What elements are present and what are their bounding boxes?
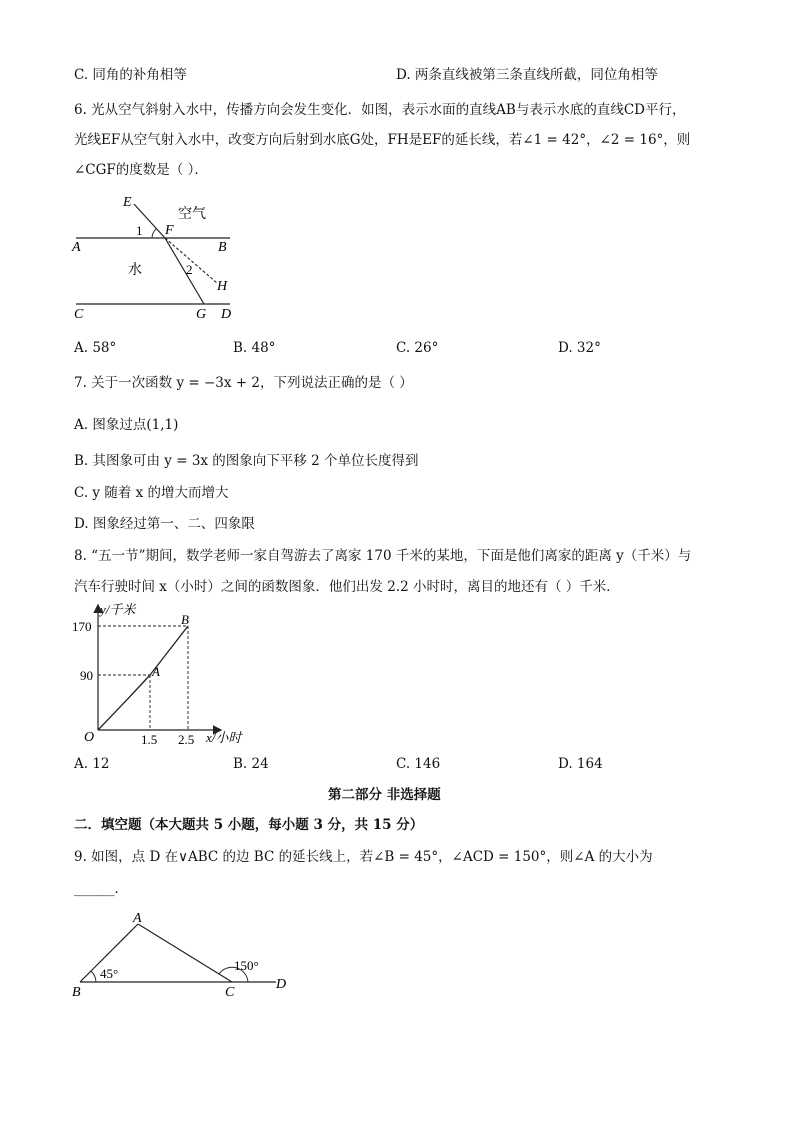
vertex-c-label: C — [225, 985, 235, 998]
q7-option-d: D. 图象经过第一、二、四象限 — [74, 516, 255, 532]
q6-option-c: C. 26° — [396, 340, 439, 356]
label-c: C — [74, 307, 84, 322]
q8-stem-line2: 汽车行驶时间 x（小时）之间的函数图象．他们出发 2.2 小时时，离目的地还有（ ）千米． — [74, 579, 620, 595]
q7-option-a: A. 图象过点(1,1) — [74, 417, 179, 433]
q6-refraction-figure — [68, 190, 248, 325]
water-label: 水 — [128, 263, 142, 278]
q8-option-b: B. 24 — [233, 756, 269, 772]
q6-option-a: A. 58° — [74, 340, 117, 356]
section-fill-in-heading: 二．填空题（本大题共 5 小题，每小题 3 分，共 15 分） — [74, 817, 424, 833]
q5-option-c: C. 同角的补角相等 — [74, 67, 187, 83]
label-f: F — [165, 223, 174, 238]
q8-option-c: C. 146 — [396, 756, 441, 772]
q6-stem-line2: 光线EF从空气射入水中，改变方向后射到水底G处，FH是EF的延长线，若∠1 = 42°，∠2 = 16°，则 — [74, 132, 691, 148]
q9-answer-blank: ______． — [74, 881, 128, 897]
label-e: E — [123, 195, 132, 210]
origin-label: O — [84, 730, 95, 745]
q5-option-d: D. 两条直线被第三条直线所截，同位角相等 — [396, 67, 658, 83]
vertex-b-label: B — [72, 985, 81, 998]
q8-option-d: D. 164 — [558, 756, 603, 772]
angle-2-label: 2 — [186, 262, 193, 277]
angle-b-label: 45° — [100, 966, 119, 981]
tick-90: 90 — [80, 668, 93, 683]
q6-stem-line3: ∠CGF的度数是（ ）． — [74, 162, 208, 178]
label-b: B — [218, 240, 227, 255]
point-d-label: D — [276, 977, 287, 992]
tick-1-5: 1.5 — [141, 732, 158, 747]
q6-stem-line1: 6. 光从空气斜射入水中，传播方向会发生变化．如图，表示水面的直线AB与表示水底的直线CD平行， — [74, 102, 686, 118]
angle-acd-label: 150° — [234, 958, 259, 973]
q9-stem: 9. 如图，点 D 在∨ABC 的边 BC 的延长线上，若∠B = 45°，∠ACD = 150°，则∠A 的大小为 — [74, 849, 653, 865]
q7-option-b: B. 其图象可由 y = 3x 的图象向下平移 2 个单位长度得到 — [74, 453, 419, 469]
point-b-label: B — [181, 612, 189, 627]
tick-2-5: 2.5 — [178, 732, 195, 747]
point-a-label: A — [152, 664, 160, 679]
tick-170: 170 — [72, 619, 92, 634]
label-a: A — [72, 240, 81, 255]
x-axis-label: x/小时 — [206, 730, 242, 745]
label-d: D — [221, 307, 232, 322]
air-label: 空气 — [178, 207, 206, 222]
q7-option-c: C. y 随着 x 的增大而增大 — [74, 485, 229, 501]
y-axis-label: y/千米 — [100, 602, 136, 617]
q8-distance-time-graph — [72, 600, 252, 750]
label-g: G — [196, 307, 207, 322]
q8-stem-line1: 8. “五一节”期间，数学老师一家自驾游去了离家 170 千米的某地，下面是他们离家的距离 y（千米）与 — [74, 548, 692, 564]
q6-option-b: B. 48° — [233, 340, 276, 356]
angle-1-label: 1 — [136, 223, 143, 238]
part2-title: 第二部分 非选择题 — [328, 787, 441, 803]
q9-triangle-figure — [66, 908, 296, 998]
q8-option-a: A. 12 — [74, 756, 110, 772]
label-h: H — [217, 279, 228, 294]
q6-option-d: D. 32° — [558, 340, 601, 356]
q7-stem: 7. 关于一次函数 y = −3x + 2，下列说法正确的是（ ） — [74, 375, 413, 391]
vertex-a-label: A — [133, 911, 142, 926]
